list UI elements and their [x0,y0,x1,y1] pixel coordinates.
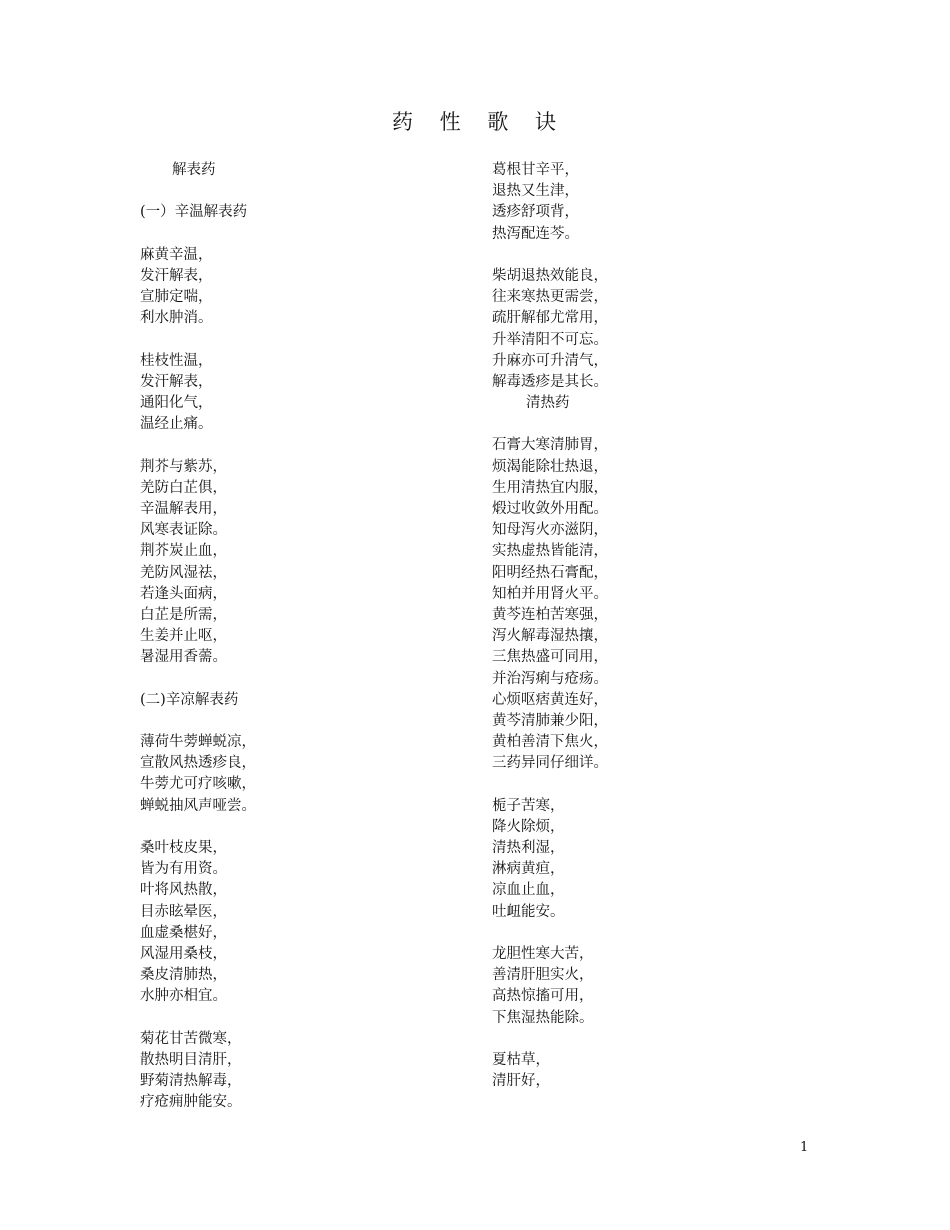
verse-line: 羌防白芷俱， [140,479,227,496]
verse-line: 清热利湿， [492,840,565,856]
verse-line: 皆为有用资。 [140,861,227,878]
verse-line: 血虚桑椹好， [140,924,227,941]
verse-line: 知柏并用肾火平。 [492,585,608,602]
verse-line: 三焦热盛可同用， [492,649,608,666]
verse-line: 生姜并止呕， [140,628,227,645]
verse-line: 白芷是所需， [140,606,227,623]
verse-line: 桂枝性温， [140,352,213,369]
verse-line: 黄柏善清下焦火， [492,734,608,751]
verse-line: 心烦呕痞黄连好， [492,691,608,708]
verse-line: 实热虚热皆能清， [492,543,608,560]
verse-line: 温经止痛。 [140,416,213,433]
verse-line: 解毒透疹是其长。 [492,373,608,390]
verse-line: 野菊清热解毒， [140,1073,242,1090]
verse-line: 散热明目清肝， [140,1051,242,1068]
verse-line: 薄荷牛蒡蝉蜕凉， [140,734,256,751]
verse-line: 宣肺定喘， [140,289,213,306]
verse-line: 宣散风热透疹良， [140,755,256,772]
verse-line: 淋病黄疸， [492,861,565,878]
verse-line: 栀子苦寒， [492,797,565,814]
verse-line: 麻黄辛温， [140,246,213,263]
section-heading-qingre: 清热药 [526,395,570,412]
verse-line: 夏枯草， [492,1051,550,1068]
verse-line: 降火除烦， [492,818,565,835]
verse-line: 往来寒热更需尝， [492,289,608,306]
verse-line: 阳明经热石膏配， [492,564,608,581]
verse-line: 退热又生津， [492,183,579,200]
verse-line: 三药异同仔细详。 [492,755,608,772]
verse-line: 发汗解表， [140,373,213,390]
verse-line: 下焦湿热能除。 [492,1009,594,1026]
left-column [140,160,470,1113]
page-title: 药 性 歌 诀 [391,110,567,134]
verse-line: 菊花甘苦微寒， [140,1030,242,1047]
subsection-heading-xinliang: (二)辛凉解表药 [140,691,239,708]
verse-line: 目赤眩晕医， [140,903,227,920]
verse-line: 荆芥与紫苏， [140,458,227,475]
verse-line: 水肿亦相宜。 [140,988,227,1005]
verse-line: 疗疮痈肿能安。 [140,1094,242,1111]
verse-line: 黄芩清肺兼少阳， [492,712,608,729]
verse-line: 生用清热宜内服， [492,479,608,496]
verse-line: 热泻配连芩。 [492,225,579,242]
verse-line: 辛温解表用， [140,501,227,517]
verse-line: 荆芥炭止血， [140,543,227,560]
verse-line: 通阳化气， [140,395,213,412]
verse-line: 桑皮清肺热， [140,967,227,984]
verse-line: 发汗解表， [140,267,213,284]
page-number: 1 [800,1140,809,1155]
verse-line: 风湿用桑枝， [140,945,227,962]
verse-line: 升麻亦可升清气， [492,352,608,369]
verse-line: 龙胆性寒大苦， [492,945,594,962]
verse-line: 疏肝解郁尤常用， [492,310,608,327]
verse-line: 知母泻火亦滋阴， [492,522,608,539]
verse-line: 泻火解毒湿热攘， [492,628,608,645]
verse-line: 煅过收敛外用配。 [492,501,608,517]
verse-line: 羌防风湿祛， [140,564,227,581]
verse-line: 叶将风热散， [140,882,227,899]
verse-line: 烦渴能除壮热退， [492,458,608,475]
verse-line: 石膏大寒清肺胃， [492,437,608,454]
verse-line: 善清肝胆实火， [492,967,594,984]
verse-line: 蝉蜕抽风声哑尝。 [140,797,256,814]
verse-line: 并治泻痢与疮疡。 [492,670,608,687]
verse-line: 透疹舒项背， [492,204,579,221]
subsection-heading-xinwen: (一）辛温解表药 [140,204,248,221]
verse-line: 升举清阳不可忘。 [492,331,608,348]
section-heading-jiebiao: 解表药 [172,162,216,178]
verse-line: 高热惊搐可用， [492,988,594,1005]
verse-line: 风寒表证除。 [140,522,227,539]
verse-line: 若逢头面病， [140,585,227,602]
verse-line: 桑叶枝皮果， [140,840,227,856]
verse-line: 清肝好， [492,1073,550,1090]
verse-line: 牛蒡尤可疗咳嗽， [140,776,256,793]
verse-line: 葛根甘辛平， [492,162,579,178]
verse-line: 黄芩连柏苦寒强， [492,606,608,623]
verse-line: 暑湿用香薷。 [140,649,227,666]
right-column [492,160,822,1092]
verse-line: 吐衄能安。 [492,903,565,920]
verse-line: 柴胡退热效能良， [492,267,608,284]
verse-line: 利水肿消。 [140,310,213,327]
verse-line: 凉血止血， [492,882,565,899]
